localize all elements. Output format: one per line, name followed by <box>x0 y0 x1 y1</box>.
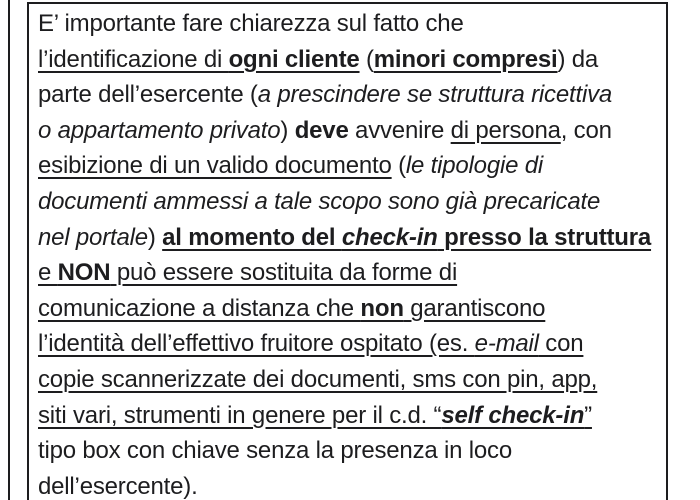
text-segment: con <box>538 330 584 358</box>
blockquote-left-bar <box>8 0 10 500</box>
text-segment: presso la struttura <box>437 223 652 251</box>
text-segment: garantiscono <box>403 294 546 322</box>
text-line <box>38 326 664 362</box>
text-segment: di persona <box>450 116 561 144</box>
text-line <box>38 469 664 500</box>
text-line <box>38 362 664 398</box>
text-line <box>38 6 664 42</box>
text-segment: ( <box>359 45 374 73</box>
text-segment: o appartamento privato <box>38 116 281 144</box>
text-segment: avvenire <box>348 116 451 144</box>
text-line <box>38 433 664 469</box>
text-line <box>38 220 664 256</box>
text-segment: nel portale <box>38 223 148 251</box>
text-segment: ) <box>280 116 295 144</box>
text-segment: ) da <box>557 45 599 73</box>
text-segment: a prescindere se struttura ricettiva <box>257 81 613 109</box>
text-segment: ( <box>391 152 406 180</box>
text-segment: l’identificazione di <box>38 45 229 73</box>
text-segment: può essere sostituita da forme di <box>110 259 458 287</box>
text-segment: E’ importante fare chiarezza sul fatto che <box>38 10 464 37</box>
text-segment: self check-in <box>441 401 585 429</box>
text-segment: ” <box>584 401 592 429</box>
text-segment: e <box>38 259 58 287</box>
text-segment: comunicazione a distanza che <box>38 294 361 322</box>
text-line <box>38 113 664 149</box>
text-segment: non <box>360 294 404 322</box>
text-segment: copie scannerizzate dei documenti, sms con pin, app, <box>38 365 598 393</box>
text-segment: l’identità dell’effettivo fruitore ospitato (es. <box>38 330 475 358</box>
text-segment: ogni cliente <box>228 45 360 73</box>
text-segment: parte dell’esercente ( <box>38 81 258 109</box>
text-line <box>38 398 664 434</box>
text-line <box>38 255 664 291</box>
text-segment: minori compresi <box>373 45 558 73</box>
text-line <box>38 291 664 327</box>
text-segment: siti vari, strumenti in genere per il c.d. “ <box>38 401 442 429</box>
text-segment: esibizione di un valido documento <box>38 152 392 180</box>
text-segment: e-mail <box>474 330 539 358</box>
text-segment: NON <box>57 259 111 287</box>
text-segment: le tipologie di <box>405 152 544 180</box>
quote-text <box>38 6 664 500</box>
text-segment: al momento del <box>162 223 342 251</box>
quote-box <box>27 2 668 500</box>
text-segment: deve <box>294 116 349 144</box>
text-segment: , con <box>560 116 612 144</box>
text-segment: dell’esercente). <box>38 472 198 500</box>
text-segment: tipo box con chiave senza la presenza in loco <box>38 437 512 465</box>
text-line <box>38 184 664 220</box>
text-segment: ) <box>147 223 163 251</box>
text-segment: check-in <box>341 223 438 251</box>
text-line <box>38 42 664 78</box>
text-segment: documenti ammessi a tale scopo sono già precaricate <box>38 187 601 215</box>
text-line <box>38 148 664 184</box>
text-line <box>38 77 664 113</box>
